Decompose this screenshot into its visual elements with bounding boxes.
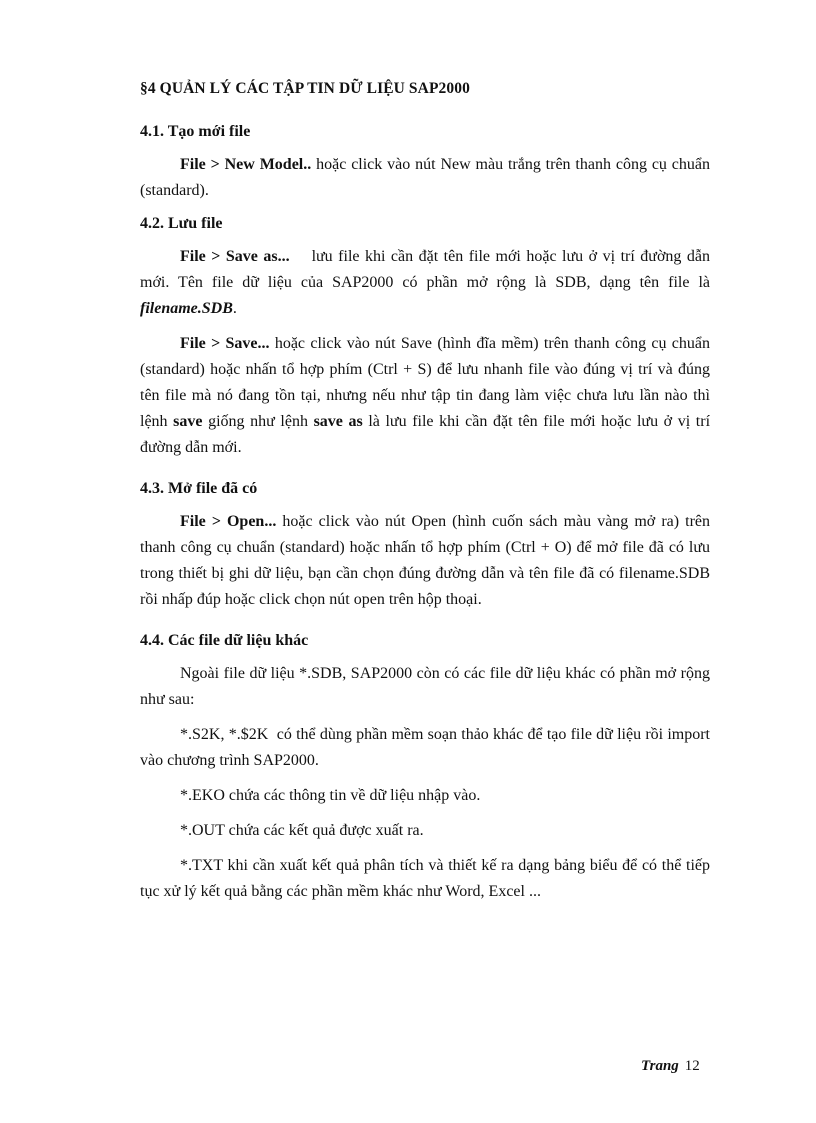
section-heading-4-3: 4.3. Mở file đã có [140, 480, 258, 497]
filename-example: filename.SDB [140, 300, 233, 317]
paragraph-other-files-intro: Ngoài file dữ liệu *.SDB, SAP2000 còn có các file dữ liệu khác có phần mở rộng như sau: [140, 665, 710, 708]
section-heading-4-4: 4.4. Các file dữ liệu khác [140, 632, 309, 649]
menu-command-new-model: File > New Model.. [180, 156, 312, 173]
page-label: Trang [641, 1058, 679, 1074]
paragraph-save-as: File > Save as... lưu file khi cần đặt tên file mới hoặc lưu ở vị trí đường dẫn mới. Tên file dữ liệu của SAP2000 có phần mở rộng là SDB, dạng tên file là filename.SDB. [140, 248, 715, 317]
keyword-save: save [173, 413, 203, 430]
page-number: 12 [684, 1058, 700, 1074]
keyword-save-as: save as [313, 413, 363, 430]
menu-command-save-as: File > Save as... [180, 248, 290, 265]
paragraph-new-model: File > New Model.. hoặc click vào nút New màu trắng trên thanh công cụ chuẩn (standard). [140, 156, 710, 199]
menu-command-save: File > Save... [180, 335, 270, 352]
menu-command-open: File > Open... [180, 513, 277, 530]
page-title: §4 QUẢN LÝ CÁC TẬP TIN DỮ LIỆU SAP2000 [140, 80, 470, 97]
paragraph-eko-files: *.EKO chứa các thông tin về dữ liệu nhập vào. [180, 787, 481, 804]
page-footer [641, 1058, 700, 1075]
paragraph-save: File > Save... hoặc click vào nút Save (hình đĩa mềm) trên thanh công cụ chuẩn (standard) hoặc nhấn tổ hợp phím (Ctrl + S) để lưu nhanh file vào đúng vị trí và đúng tên file mà nó đang tồn tại, nhưng nếu như tập tin đang làm việc chưa lưu lần nào thì lệnh save giống như lệnh save as là lưu file khi cần đặt tên file mới hoặc lưu ở vị trí đường dẫn mới. [140, 335, 711, 456]
paragraph-s2k-files: *.S2K, *.$2K có thể dùng phần mềm soạn thảo khác để tạo file dữ liệu rồi import vào chương trình SAP2000. [140, 726, 714, 769]
paragraph-txt-files: *.TXT khi cần xuất kết quả phân tích và thiết kế ra dạng bảng biểu để có thể tiếp tục xử lý kết quả bằng các phần mềm khác như Word, Excel ... [140, 857, 710, 900]
section-heading-4-1: 4.1. Tạo mới file [140, 123, 251, 140]
section-heading-4-2: 4.2. Lưu file [140, 215, 223, 232]
document-body [140, 121, 715, 914]
paragraph-open: File > Open... hoặc click vào nút Open (hình cuốn sách màu vàng mở ra) trên thanh công cụ chuẩn (standard) hoặc nhấn tổ hợp phím (Ctrl + O) để mở file đã có lưu trong thiết bị ghi dữ liệu, bạn cần chọn đúng đường dẫn và tên file đã có filename.SDB rồi nhấp đúp hoặc click chọn nút open trên hộp thoại. [140, 513, 710, 608]
paragraph-out-files: *.OUT chứa các kết quả được xuất ra. [180, 822, 424, 839]
